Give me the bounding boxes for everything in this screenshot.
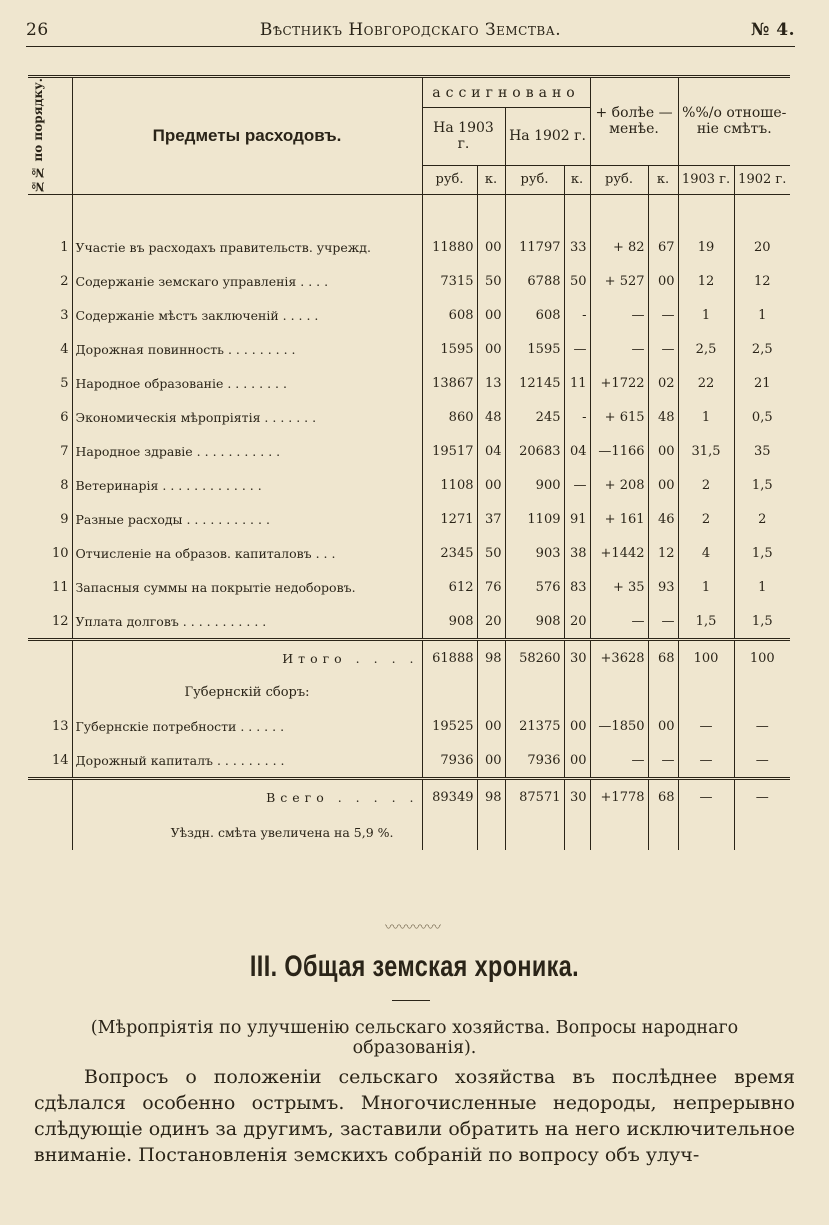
note-row: [28, 814, 790, 850]
cell-ak: 37: [477, 502, 505, 536]
cell-a: 2345: [422, 536, 477, 570]
table-row: [28, 332, 790, 366]
cell-b: 903: [505, 536, 564, 570]
cell-b: 20683: [505, 434, 564, 468]
cell-b: 7936: [505, 743, 564, 779]
table-row: [28, 570, 790, 604]
cell-p2: 2,5: [734, 332, 790, 366]
kop-header: к.: [564, 165, 590, 194]
cell-p2: —: [734, 743, 790, 779]
cell-bk: 91: [564, 502, 590, 536]
row-number: 6: [28, 400, 72, 434]
cell-d: —: [590, 332, 648, 366]
cell-b: 12145: [505, 366, 564, 400]
cell-a: 19517: [422, 434, 477, 468]
empty-cell: [505, 814, 564, 850]
cell-a: 89349: [422, 779, 477, 815]
cell-dk: 00: [648, 434, 678, 468]
cell-p2: 100: [734, 640, 790, 676]
empty-cell: [648, 814, 678, 850]
table-row: [28, 230, 790, 264]
cell-p1: 1,5: [678, 604, 734, 640]
cell-p2: 1,5: [734, 468, 790, 502]
cell-ak: 98: [477, 779, 505, 815]
table-row: [28, 400, 790, 434]
cell-ak: 50: [477, 536, 505, 570]
empty-cell: [477, 814, 505, 850]
cell-a: 1595: [422, 332, 477, 366]
empty-cell: [734, 675, 790, 709]
cell-b: 900: [505, 468, 564, 502]
rub-header: руб.: [590, 165, 648, 194]
difference-header: + болѣе — менѣе.: [590, 77, 678, 166]
row-number: 5: [28, 366, 72, 400]
row-number: [28, 814, 72, 850]
cell-p2: —: [734, 779, 790, 815]
cell-d: —: [590, 604, 648, 640]
percentage-header: %%/o отноше-ніе смѣтъ.: [678, 77, 790, 166]
cell-ak: 00: [477, 743, 505, 779]
row-number: 4: [28, 332, 72, 366]
row-number: [28, 675, 72, 709]
empty-cell: [564, 675, 590, 709]
row-number: 8: [28, 468, 72, 502]
empty-cell: [564, 814, 590, 850]
cell-d: —: [590, 298, 648, 332]
section-title: III. Общая земская хроника.: [249, 950, 580, 983]
year-1902-header: На 1902 г.: [505, 108, 590, 166]
empty-cell: [422, 675, 477, 709]
cell-bk: 83: [564, 570, 590, 604]
row-label: Народное образованіе . . . . . . . .: [75, 375, 287, 391]
cell-ak: 20: [477, 604, 505, 640]
cell-ak: 50: [477, 264, 505, 298]
cell-a: 612: [422, 570, 477, 604]
cell-dk: —: [648, 604, 678, 640]
row-number: 14: [28, 743, 72, 779]
row-label: Участіе въ расходахъ правительств. учрежд.: [75, 239, 371, 255]
pct-1902-header: 1902 г.: [734, 165, 790, 194]
expense-table: [28, 75, 790, 850]
row-label: Отчисленіе на образов. капиталовъ . . .: [75, 545, 336, 561]
cell-bk: -: [564, 298, 590, 332]
cell-b: 1595: [505, 332, 564, 366]
cell-d: +1778: [590, 779, 648, 815]
table-row: [28, 502, 790, 536]
journal-title: Вѣстникъ Новгородскаго Земства.: [259, 20, 562, 40]
column-subject-header: Предметы расходовъ.: [72, 77, 422, 195]
row-label: Разные расходы . . . . . . . . . . .: [75, 511, 270, 527]
cell-p1: 19: [678, 230, 734, 264]
cell-bk: 38: [564, 536, 590, 570]
cell-d: + 82: [590, 230, 648, 264]
cell-dk: —: [648, 743, 678, 779]
cell-dk: —: [648, 332, 678, 366]
cell-bk: 00: [564, 743, 590, 779]
row-number: 10: [28, 536, 72, 570]
cell-dk: 68: [648, 640, 678, 676]
cell-b: 87571: [505, 779, 564, 815]
cell-bk: 04: [564, 434, 590, 468]
cell-p1: —: [678, 743, 734, 779]
cell-p1: 31,5: [678, 434, 734, 468]
cell-bk: 11: [564, 366, 590, 400]
row-number: [28, 640, 72, 676]
cell-dk: 00: [648, 264, 678, 298]
cell-d: + 208: [590, 468, 648, 502]
issue-number: № 4.: [750, 20, 795, 40]
empty-cell: [590, 814, 648, 850]
increase-note: Уѣздн. смѣта увеличена на 5,9 %.: [170, 824, 394, 840]
cell-p1: 2,5: [678, 332, 734, 366]
table-row: [28, 604, 790, 640]
cell-a: 7936: [422, 743, 477, 779]
table-row: [28, 298, 790, 332]
cell-p1: 1: [678, 298, 734, 332]
cell-dk: 46: [648, 502, 678, 536]
cell-p2: 0,5: [734, 400, 790, 434]
cell-ak: 98: [477, 640, 505, 676]
row-label: Дорожный капиталъ . . . . . . . . .: [72, 743, 422, 779]
cell-dk: 00: [648, 709, 678, 743]
cell-p1: —: [678, 709, 734, 743]
row-number: 9: [28, 502, 72, 536]
cell-a: 1108: [422, 468, 477, 502]
table-row: [28, 264, 790, 298]
empty-cell: [477, 675, 505, 709]
cell-a: 61888: [422, 640, 477, 676]
column-number-header: №№ по порядку.: [28, 77, 72, 195]
row-label: Итого . . . .: [282, 650, 419, 666]
cell-p2: —: [734, 709, 790, 743]
cell-p1: 1: [678, 570, 734, 604]
cell-d: + 527: [590, 264, 648, 298]
cell-d: —1850: [590, 709, 648, 743]
cell-d: + 161: [590, 502, 648, 536]
gub-label-row: [28, 675, 790, 709]
cell-b: 21375: [505, 709, 564, 743]
row-label: Губернскіе потребности . . . . . .: [75, 718, 285, 734]
cell-p2: 35: [734, 434, 790, 468]
cell-d: +1442: [590, 536, 648, 570]
table-row: [28, 709, 790, 743]
cell-p2: 2: [734, 502, 790, 536]
cell-dk: —: [648, 298, 678, 332]
cell-d: —: [590, 743, 648, 779]
section-subtitle: (Мѣропріятія по улучшенію сельскаго хозяйства. Вопросы народнаго образованія).: [90, 1018, 739, 1058]
cell-bk: 00: [564, 709, 590, 743]
running-header: [26, 18, 795, 47]
empty-cell: [678, 675, 734, 709]
row-number: 11: [28, 570, 72, 604]
cell-b: 608: [505, 298, 564, 332]
table-row: [28, 468, 790, 502]
table-row: [28, 536, 790, 570]
cell-b: 6788: [505, 264, 564, 298]
empty-cell: [590, 675, 648, 709]
cell-a: 19525: [422, 709, 477, 743]
page-number: 26: [26, 20, 49, 40]
gub-label: Губернскій сборъ:: [184, 684, 310, 700]
cell-b: 58260: [505, 640, 564, 676]
cell-bk: —: [564, 468, 590, 502]
row-number: 1: [28, 230, 72, 264]
cell-ak: 00: [477, 709, 505, 743]
cell-p1: 1: [678, 400, 734, 434]
ornament-divider: 〰〰〰〰: [385, 920, 441, 936]
cell-p2: 21: [734, 366, 790, 400]
row-number: 3: [28, 298, 72, 332]
total-row: [28, 640, 790, 676]
cell-bk: —: [564, 332, 590, 366]
row-label: Ветеринарія . . . . . . . . . . . . .: [75, 477, 262, 493]
rub-header: руб.: [422, 165, 477, 194]
cell-d: + 35: [590, 570, 648, 604]
cell-b: 245: [505, 400, 564, 434]
row-number: 7: [28, 434, 72, 468]
kop-header: к.: [477, 165, 505, 194]
cell-b: 908: [505, 604, 564, 640]
cell-p2: 1: [734, 570, 790, 604]
cell-a: 13867: [422, 366, 477, 400]
cell-ak: 48: [477, 400, 505, 434]
cell-p2: 1,5: [734, 604, 790, 640]
row-label: Содержаніе земскаго управленія . . . .: [75, 273, 329, 289]
row-label: Запасныя суммы на покрытіе недоборовъ.: [75, 579, 356, 595]
cell-d: +3628: [590, 640, 648, 676]
cell-ak: 00: [477, 332, 505, 366]
table-row: [28, 743, 790, 779]
table-row: [28, 434, 790, 468]
cell-a: 11880: [422, 230, 477, 264]
cell-bk: 20: [564, 604, 590, 640]
row-label: Содержаніе мѣстъ заключеній . . . . .: [75, 307, 319, 323]
row-number: [28, 779, 72, 815]
row-label: Уплата долговъ . . . . . . . . . . .: [72, 604, 422, 640]
cell-b: 11797: [505, 230, 564, 264]
kop-header: к.: [648, 165, 678, 194]
cell-bk: 33: [564, 230, 590, 264]
rub-header: руб.: [505, 165, 564, 194]
assigned-header: ассигновано: [422, 77, 590, 108]
cell-dk: 68: [648, 779, 678, 815]
cell-p2: 12: [734, 264, 790, 298]
cell-ak: 13: [477, 366, 505, 400]
empty-cell: [734, 814, 790, 850]
cell-p2: 20: [734, 230, 790, 264]
cell-dk: 67: [648, 230, 678, 264]
row-number: 12: [28, 604, 72, 640]
row-number: 2: [28, 264, 72, 298]
cell-a: 7315: [422, 264, 477, 298]
table-row: [28, 366, 790, 400]
grand-total-row: [28, 779, 790, 815]
cell-dk: 93: [648, 570, 678, 604]
cell-p1: 100: [678, 640, 734, 676]
cell-p1: 2: [678, 468, 734, 502]
body-paragraph: Вопросъ о положеніи сельскаго хозяйства въ послѣднее время сдѣлался особенно острымъ. Многочисленные недороды, непрерывно слѣдующіе одинъ за другимъ, заставили обратить на него исключительное вниманіе. Постановленія земскихъ собраній по вопросу объ улуч-: [34, 1066, 795, 1166]
cell-a: 860: [422, 400, 477, 434]
cell-p1: 12: [678, 264, 734, 298]
cell-ak: 00: [477, 298, 505, 332]
cell-p1: 2: [678, 502, 734, 536]
cell-ak: 00: [477, 230, 505, 264]
cell-d: —1166: [590, 434, 648, 468]
cell-p1: 4: [678, 536, 734, 570]
cell-b: 576: [505, 570, 564, 604]
row-label: Экономическія мѣропріятія . . . . . . .: [75, 409, 317, 425]
cell-p2: 1: [734, 298, 790, 332]
row-label: Дорожная повинность . . . . . . . . .: [75, 341, 296, 357]
row-label: Народное здравіе . . . . . . . . . . .: [75, 443, 281, 459]
row-label: Всего . . . . .: [266, 789, 419, 805]
empty-cell: [422, 814, 477, 850]
cell-d: + 615: [590, 400, 648, 434]
cell-ak: 00: [477, 468, 505, 502]
cell-dk: 48: [648, 400, 678, 434]
cell-dk: 02: [648, 366, 678, 400]
cell-dk: 12: [648, 536, 678, 570]
year-1903-header: На 1903 г.: [422, 108, 505, 166]
empty-cell: [648, 675, 678, 709]
empty-cell: [505, 675, 564, 709]
cell-b: 1109: [505, 502, 564, 536]
cell-p2: 1,5: [734, 536, 790, 570]
pct-1903-header: 1903 г.: [678, 165, 734, 194]
title-rule: [392, 1000, 430, 1001]
cell-ak: 04: [477, 434, 505, 468]
empty-cell: [678, 814, 734, 850]
cell-a: 908: [422, 604, 477, 640]
cell-a: 1271: [422, 502, 477, 536]
cell-p1: —: [678, 779, 734, 815]
row-number: 13: [28, 709, 72, 743]
cell-a: 608: [422, 298, 477, 332]
cell-bk: 30: [564, 779, 590, 815]
cell-d: +1722: [590, 366, 648, 400]
cell-dk: 00: [648, 468, 678, 502]
cell-p1: 22: [678, 366, 734, 400]
cell-bk: 50: [564, 264, 590, 298]
cell-ak: 76: [477, 570, 505, 604]
cell-bk: 30: [564, 640, 590, 676]
cell-bk: -: [564, 400, 590, 434]
